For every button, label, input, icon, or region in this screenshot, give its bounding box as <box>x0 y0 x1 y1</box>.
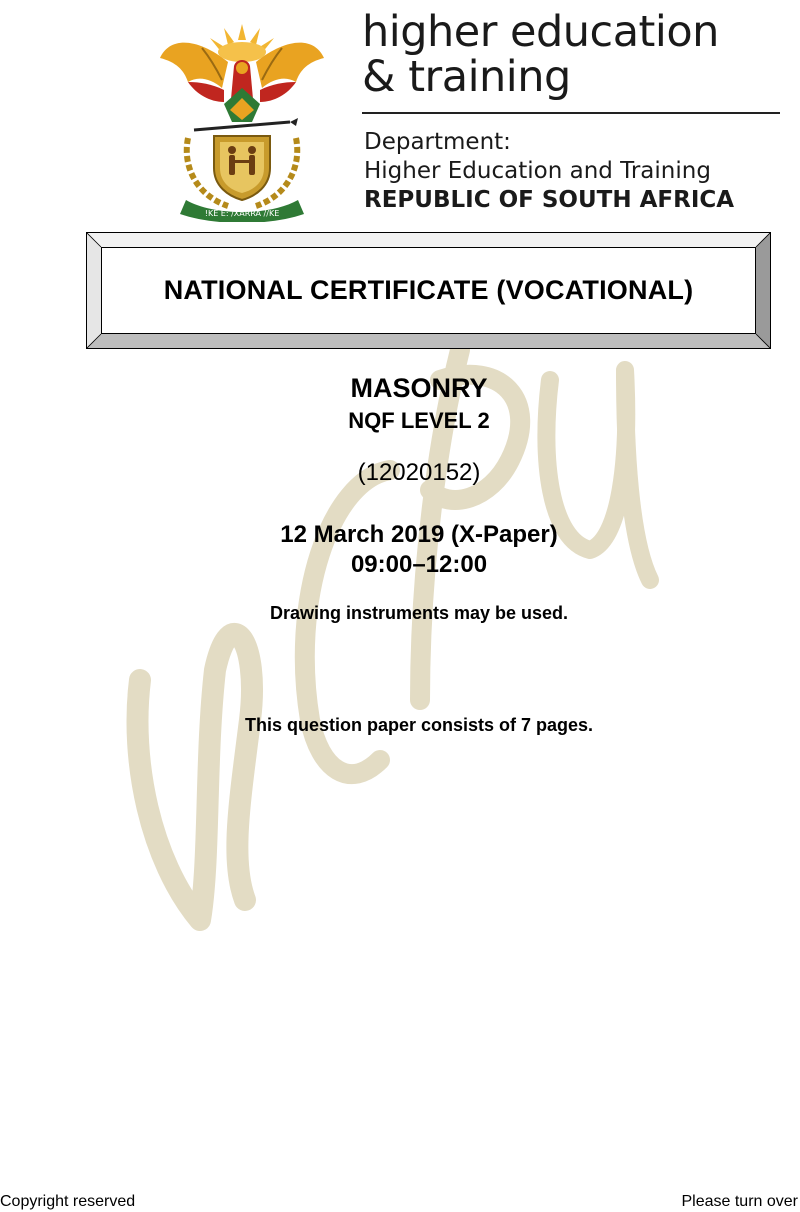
department-label: Department: <box>364 129 511 155</box>
subject-name: MASONRY <box>350 373 488 403</box>
exam-date: 12 March 2019 (X-Paper) <box>280 521 558 548</box>
department-block <box>364 128 784 215</box>
nqf-level: NQF LEVEL 2 <box>348 408 490 433</box>
brand-line-2: & training <box>362 52 571 102</box>
coat-of-arms-icon <box>158 18 326 222</box>
subject-code: (12020152) <box>357 459 481 486</box>
certificate-title-box <box>86 232 771 349</box>
department-branding <box>362 7 782 213</box>
department-name: Higher Education and Training <box>364 158 711 184</box>
country-name: REPUBLIC OF SOUTH AFRICA <box>364 187 735 213</box>
exam-time: 09:00–12:00 <box>350 551 488 578</box>
crest-motto: !KE E: /XARRA //KE <box>204 209 280 218</box>
brand-line-1: higher education <box>362 7 719 57</box>
brand-divider <box>362 112 780 114</box>
footer-copyright: Copyright reserved <box>0 1193 136 1210</box>
title-inner-panel <box>101 247 756 334</box>
instruments-note: Drawing instruments may be used. <box>269 603 569 623</box>
page-count-note: This question paper consists of 7 pages. <box>244 715 594 735</box>
certificate-title: NATIONAL CERTIFICATE (VOCATIONAL) <box>163 275 694 305</box>
footer-turn-over: Please turn over <box>681 1193 798 1210</box>
